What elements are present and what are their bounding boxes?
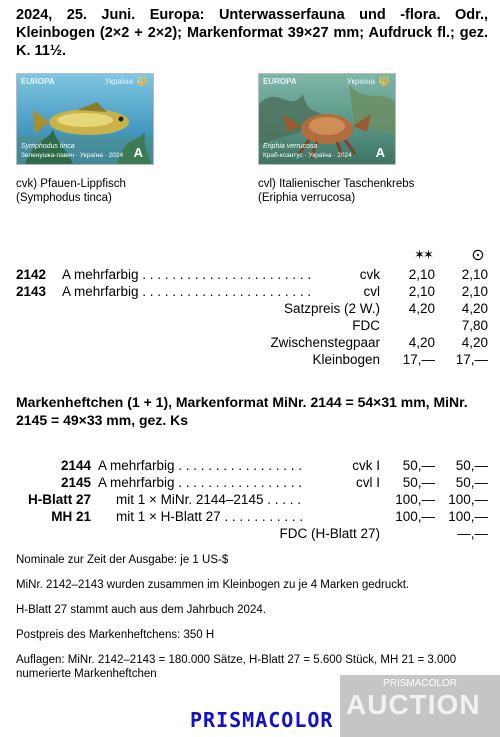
price-mint: 2,10 [408, 267, 435, 282]
total-mint: 17,— [402, 352, 435, 367]
auction-watermark [340, 675, 500, 737]
trident-icon: 🔱 [378, 76, 390, 86]
fish-illustration [17, 74, 153, 164]
catalog-number: 2143 [16, 284, 47, 299]
catalog-number: 2145 [60, 475, 91, 490]
row-description: A mehrfarbig . . . . . . . . . . . . . . . . . [98, 475, 303, 490]
booklet-heading: Markenheftchen (1 + 1), Markenformat MiNr. 2144 = 54×31 mm, MiNr. 2145 = 49×33 mm, gez. Ks [16, 394, 468, 428]
price-used: 2,10 [461, 284, 488, 299]
row-description: A mehrfarbig . . . . . . . . . . . . . . . . . [98, 458, 303, 473]
catalog-header: 2024, 25. Juni. Europa: Unterwasserfauna und -flora. Odr., Kleinbogen (2×2 + 2×2); Markenformat 39×27 mm; Aufdruck fl.; gez. K. 11½. [16, 7, 488, 59]
stamp-label-2 [258, 177, 414, 205]
catalog-number: MH 21 [51, 509, 91, 524]
stamp-label-latin: (Eriphia verrucosa) [258, 192, 356, 204]
price-mint: 100,— [395, 509, 435, 524]
note-print-run: Auflagen: MiNr. 2142–2143 = 180.000 Sätze, H-Blatt 27 = 5.600 Stück, MH 21 = 3.000 numerierte Markenheftchen [16, 654, 457, 680]
row-description: mit 1 × H-Blatt 27 . . . . . . . . . . . [116, 509, 304, 524]
price-used: 100,— [448, 492, 488, 507]
note-yearbook: H-Blatt 27 stammt auch aus dem Jahrbuch 2024. [16, 604, 266, 616]
watermark-main: AUCTION [346, 689, 481, 720]
price-row-2143 [16, 284, 46, 300]
note-postal-price: Postpreis des Markenheftchens: 350 H [16, 629, 215, 641]
total-used: 17,— [455, 352, 488, 367]
fdc-used: —,— [457, 526, 488, 541]
stamp-image-fish [16, 73, 154, 165]
total-label: Kleinbogen [312, 352, 380, 367]
stamp-caption-latin: Symphodus tinca [21, 143, 75, 150]
catalog-number: H-Blatt 27 [27, 492, 91, 507]
stamp-country: Україна [104, 77, 133, 86]
stamp-label-name: cvl) Italienischer Taschenkrebs [258, 178, 415, 190]
mint-column-icon: ✶✶ [414, 247, 432, 262]
used-column-icon: ⊙ [471, 247, 485, 264]
row-code: cvk I [352, 458, 380, 473]
note-printing: MiNr. 2142–2143 wurden zusammen im Kleinbogen zu je 4 Marken gedruckt. [16, 579, 410, 591]
total-mint: 4,20 [408, 301, 435, 316]
stamp-caption-local: Зеленушка-павич · Україна · 2024 [21, 152, 124, 159]
total-label: Zwischenstegpaar [270, 335, 380, 350]
total-label: Satzpreis (2 W.) [283, 301, 380, 316]
price-mint: 100,— [395, 492, 435, 507]
price-mint: 50,— [402, 458, 435, 473]
stamp-brand: EUROPA [263, 77, 297, 86]
row-description: mit 1 × MiNr. 2144–2145 . . . . . [116, 492, 301, 507]
price-used: 2,10 [461, 267, 488, 282]
catalog-number: 2142 [16, 267, 47, 282]
stamp-label-1 [16, 177, 126, 205]
total-used: 4,20 [461, 335, 488, 350]
total-mint: 4,20 [408, 335, 435, 350]
total-used: 7,80 [461, 318, 488, 333]
stamp-image-crab [258, 73, 396, 165]
stamp-brand: EUROPA [21, 77, 55, 86]
stamp-country: Україна [346, 77, 375, 86]
row-description: A mehrfarbig . . . . . . . . . . . . . . . . . . . . . . . [62, 267, 312, 282]
watermark-top: PRISMACOLOR [383, 678, 457, 689]
catalog-number: 2144 [60, 458, 91, 473]
price-mint: 50,— [402, 475, 435, 490]
crab-illustration [259, 74, 395, 164]
stamp-denomination: A [133, 145, 143, 160]
stamp-denomination: A [375, 145, 385, 160]
price-row-2142 [16, 267, 46, 283]
price-used: 100,— [448, 509, 488, 524]
row-code: cvl [363, 284, 380, 299]
price-mint: 2,10 [408, 284, 435, 299]
row-code: cvl I [355, 475, 380, 490]
stamp-label-latin: (Symphodus tinca) [16, 192, 112, 204]
prismacolor-logo: PRISMACOLOR [190, 708, 334, 732]
stamp-label-name: cvk) Pfauen-Lippfisch [16, 178, 126, 190]
row-code: cvk [359, 267, 380, 282]
stamp-caption-latin: Eriphia verrucosa [263, 143, 318, 150]
stamp-caption-local: Краб-ксантус · Україна · 2024 [263, 152, 352, 159]
trident-icon: 🔱 [136, 76, 148, 86]
fdc-label: FDC (H-Blatt 27) [279, 526, 380, 541]
total-label: FDC [352, 318, 380, 333]
row-description: A mehrfarbig . . . . . . . . . . . . . . . . . . . . . . . [62, 284, 312, 299]
note-nominal: Nominale zur Zeit der Ausgabe: je 1 US-$ [16, 554, 229, 566]
price-used: 50,— [455, 458, 488, 473]
total-used: 4,20 [461, 301, 488, 316]
price-used: 50,— [455, 475, 488, 490]
